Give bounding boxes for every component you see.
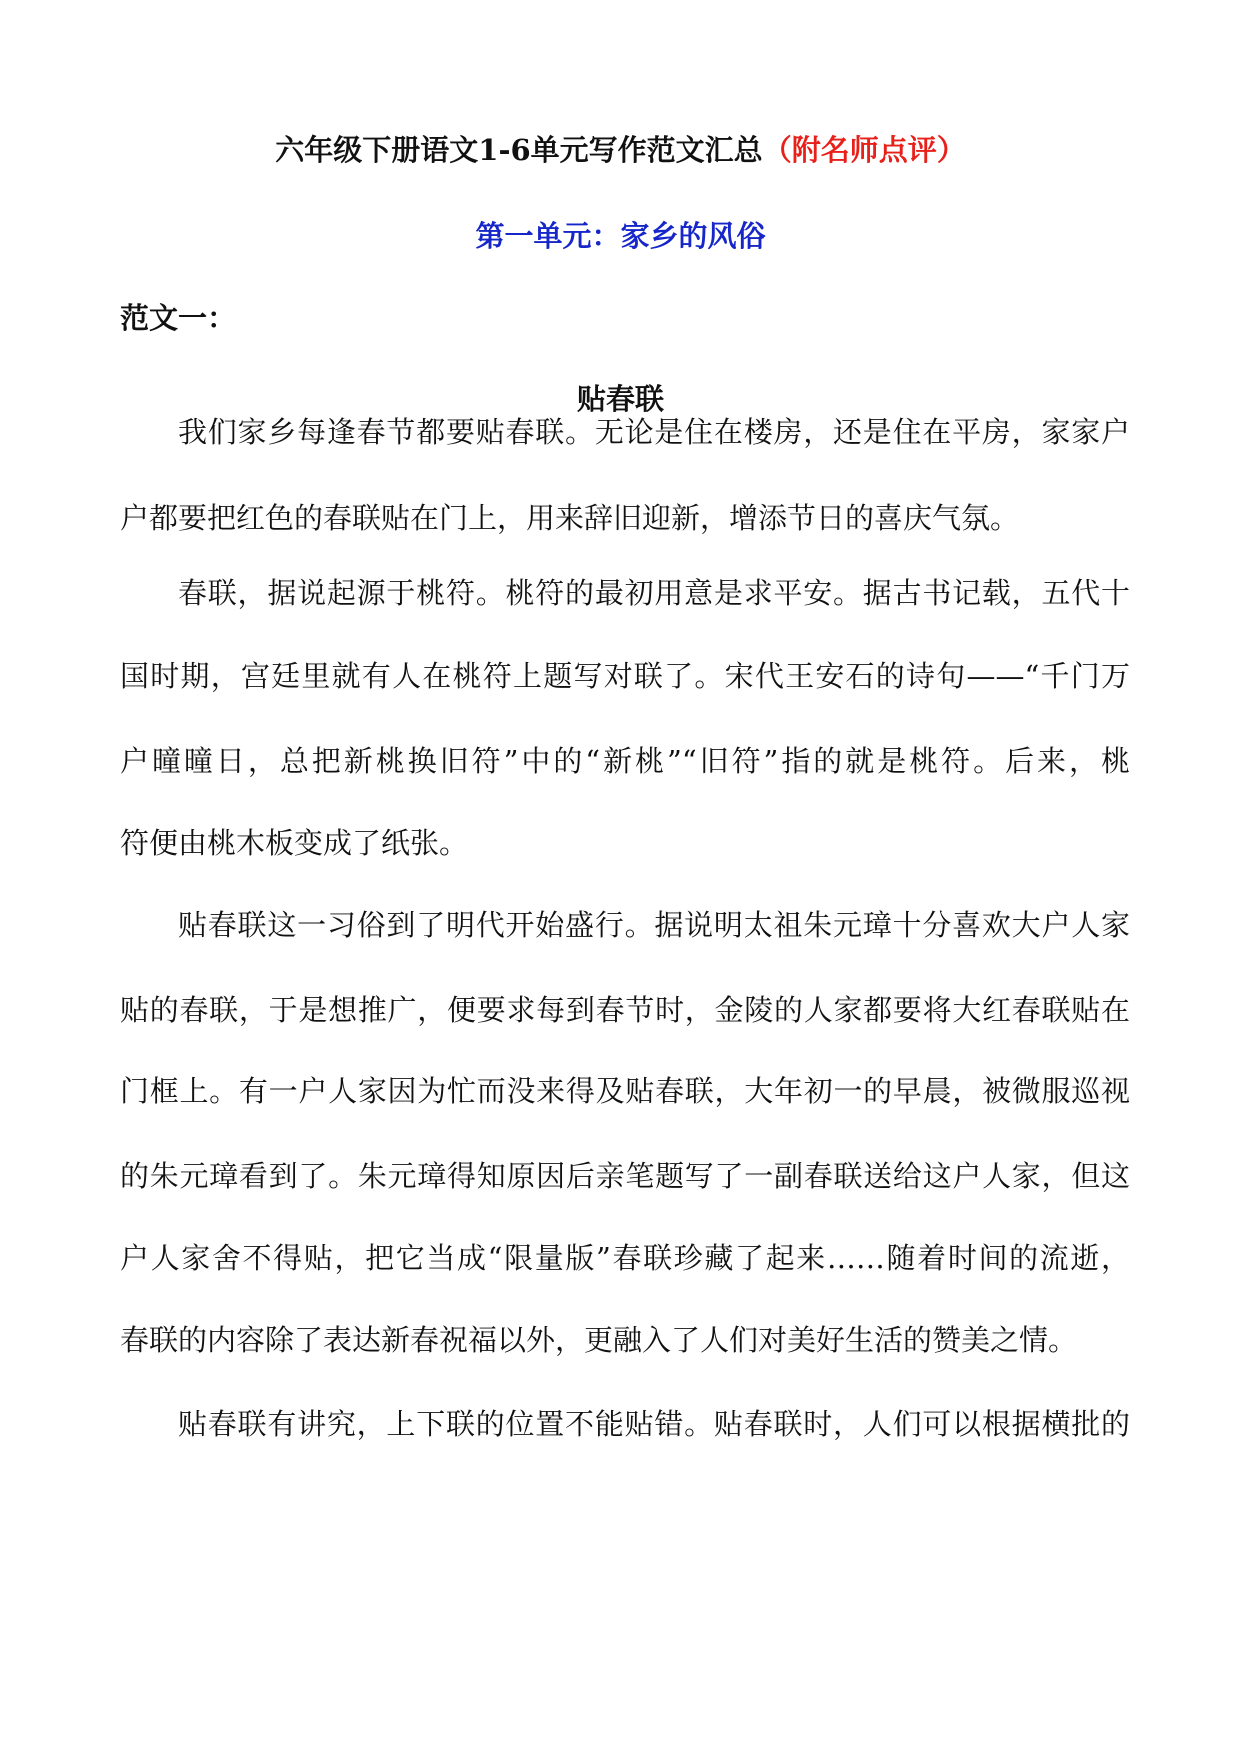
essay-line: 的朱元璋看到了。朱元璋得知原因后亲笔题写了一副春联送给这户人家，但这 (120, 1159, 1130, 1193)
essay-line: 门框上。有一户人家因为忙而没来得及贴春联，大年初一的早晨，被微服巡视 (120, 1074, 1130, 1108)
essay-line: 符便由桃木板变成了纸张。 (120, 826, 469, 860)
essay-line: 我们家乡每逢春节都要贴春联。无论是住在楼房，还是住在平房，家家户 (178, 415, 1130, 449)
document-title-main: 六年级下册语文1-6单元写作范文汇总 (275, 133, 763, 167)
essay-line: 贴春联这一习俗到了明代开始盛行。据说明太祖朱元璋十分喜欢大户人家 (178, 908, 1130, 942)
document-title-accent: （附名师点评） (762, 133, 966, 167)
essay-line: 户都要把红色的春联贴在门上，用来辞旧迎新，增添节日的喜庆气氛。 (120, 501, 1020, 535)
essay-line: 春联，据说起源于桃符。桃符的最初用意是求平安。据古书记载，五代十 (178, 576, 1130, 610)
essay-line: 贴的春联，于是想推广，便要求每到春节时，金陵的人家都要将大红春联贴在 (120, 993, 1130, 1027)
essay-line: 国时期，宫廷里就有人在桃符上题写对联了。宋代王安石的诗句——“千门万 (120, 659, 1130, 693)
essay-line: 春联的内容除了表达新春祝福以外，更融入了人们对美好生活的赞美之情。 (120, 1323, 1078, 1357)
unit-heading: 第一单元：家乡的风俗 (475, 219, 766, 253)
essay-line: 贴春联有讲究，上下联的位置不能贴错。贴春联时，人们可以根据横批的 (178, 1407, 1130, 1441)
sample-label: 范文一： (120, 301, 237, 335)
essay-title: 贴春联 (576, 382, 664, 416)
essay-line: 户曈曈日，总把新桃换旧符”中的“新桃”“旧符”指的就是桃符。后来，桃 (120, 744, 1130, 778)
document-title (0, 130, 1241, 170)
essay-line: 户人家舍不得贴，把它当成“限量版”春联珍藏了起来……随着时间的流逝， (120, 1241, 1130, 1275)
